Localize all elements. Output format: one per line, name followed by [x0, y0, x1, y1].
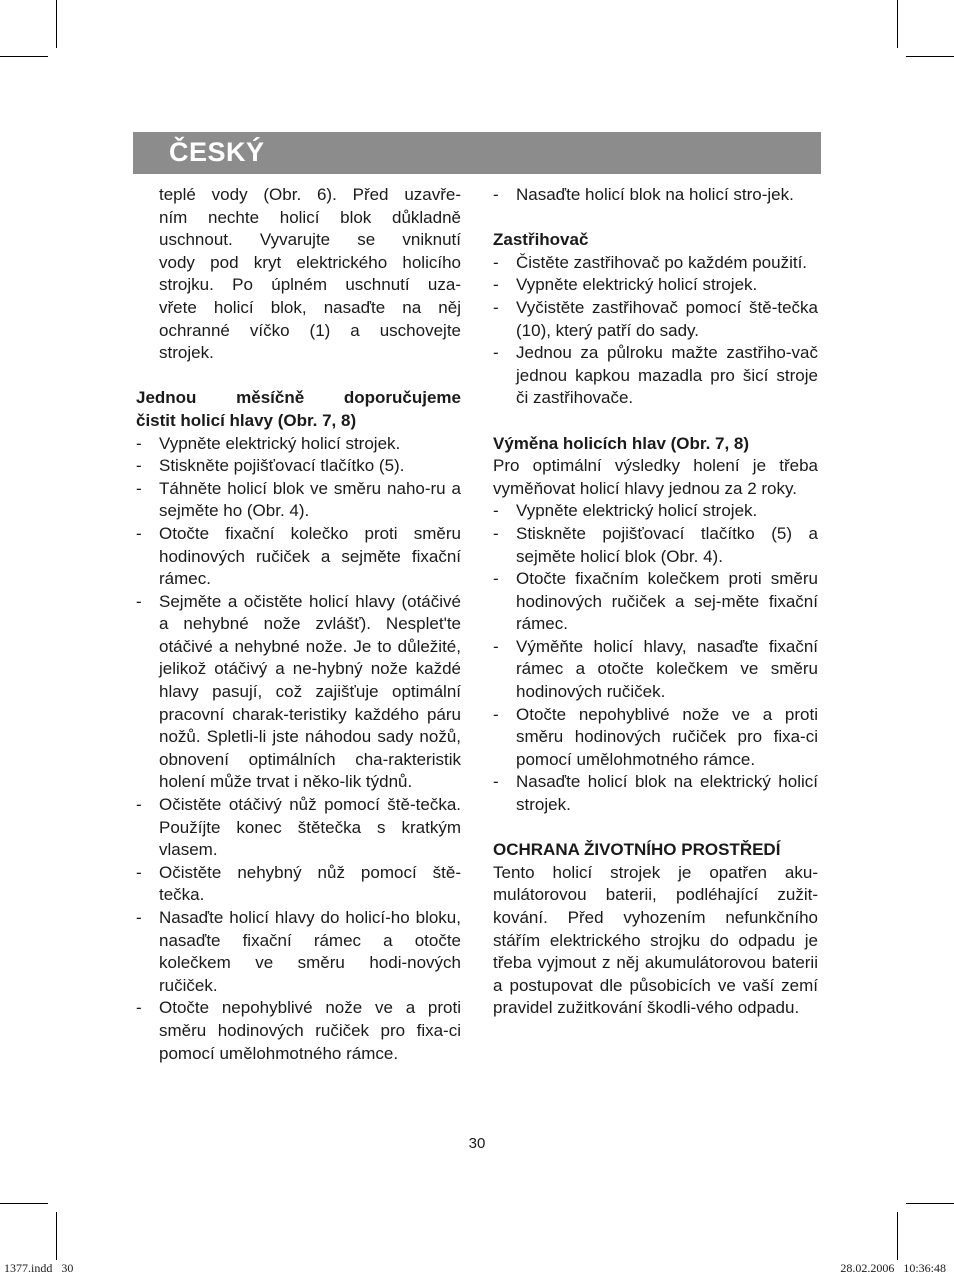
spacer: [493, 410, 818, 433]
list-item: - Stiskněte pojišťovací tlačítko (5).: [136, 455, 461, 478]
list-item: - Vyčistěte zastřihovač pomocí ště-tečka (10), který patří do sady.: [493, 297, 818, 342]
section-heading: Jednou měsíčně doporučujeme: [136, 388, 461, 408]
top-steps-list: [493, 184, 818, 207]
intro-line: ním nechte holicí blok důkladně: [159, 207, 461, 227]
page-title: ČESKÝ: [169, 137, 265, 167]
list-item: - Čistěte zastřihovač po každém použití.: [493, 252, 818, 275]
list-item: - Vypněte elektrický holicí strojek.: [136, 433, 461, 456]
section-heading: čistit holicí hlavy (Obr. 7, 8): [136, 410, 357, 430]
list-item: - Nasaďte holicí blok na holicí stro-jek.: [493, 184, 818, 207]
intro-paragraph: [136, 184, 461, 365]
monthly-steps-list: [136, 433, 461, 1066]
list-item: - Výměňte holicí hlavy, nasaďte fixační rámec a otočte kolečkem ve směru hodinových ručiček.: [493, 636, 818, 704]
intro-line: vřete holicí blok, nasaďte na něj: [159, 297, 461, 317]
list-item: - Táhněte holicí blok ve směru naho-ru a sejměte ho (Obr. 4).: [136, 478, 461, 523]
paragraph: Pro optimální výsledky holení je třeba vyměňovat holicí hlavy jednou za 2 roky.: [493, 456, 818, 498]
section-heading: OCHRANA ŽIVOTNÍHO PROSTŘEDÍ: [493, 840, 781, 860]
crop-mark: [56, 0, 57, 48]
paragraph: Tento holicí strojek je opatřen aku-mulátorovou baterii, podléhající zužit-kování. Před vyhozením nefunkčního stářím elektrického strojku do odpadu je třeba vyjmout z něj akumulátorovou baterii a postupovat dle působicích ve vaší zemí pravidel zužitkování škodli-vého odpadu.: [493, 862, 818, 1018]
crop-mark: [56, 1212, 57, 1260]
crop-mark: [0, 1203, 48, 1204]
list-item: - Otočte fixační kolečko proti směru hodinových ručiček a sejměte fixační rámec.: [136, 523, 461, 591]
right-column: [493, 184, 818, 1020]
crop-mark: [897, 0, 898, 48]
crop-mark: [906, 56, 954, 57]
crop-mark: [897, 1212, 898, 1260]
intro-line: ochranné víčko (1) a uschovejte: [159, 320, 461, 340]
intro-line: strojek.: [159, 343, 214, 363]
spacer: [493, 817, 818, 840]
list-item: - Očistěte otáčivý nůž pomocí ště-tečka. Použíjte konec štětečka s kratkým vlasem.: [136, 794, 461, 862]
intro-line: uschnout. Vyvarujte se vniknutí: [159, 230, 461, 250]
left-column: [136, 184, 461, 1065]
list-item: - Stiskněte pojišťovací tlačítko (5) a sejměte holicí blok (Obr. 4).: [493, 523, 818, 568]
list-item: - Nasaďte holicí hlavy do holicí-ho bloku, nasaďte fixační rámec a otočte kolečkem ve směru hodi-nových ručiček.: [136, 907, 461, 997]
intro-line: strojku. Po úplném uschnutí uza-: [159, 275, 461, 295]
footer-timestamp: 28.02.2006 10:36:48: [840, 1261, 946, 1275]
crop-mark: [0, 56, 48, 57]
list-item: - Otočte fixačním kolečkem proti směru hodinových ručiček a sej-měte fixační rámec.: [493, 568, 818, 636]
spacer: [136, 365, 461, 388]
list-item: - Otočte nepohyblivé nože ve a proti směru hodinových ručiček pro fixa-ci pomocí umělohmotného rámce.: [136, 997, 461, 1065]
section-heading: Zastřihovač: [493, 230, 589, 250]
replace-steps-list: [493, 500, 818, 816]
language-header-bar: [133, 132, 821, 174]
spacer: [493, 207, 818, 230]
list-item: - Jednou za půlroku mažte zastřiho-vač jednou kapkou mazadla pro šicí stroje či zastřihovače.: [493, 342, 818, 410]
list-item: - Vypněte elektrický holicí strojek.: [493, 274, 818, 297]
intro-line: teplé vody (Obr. 6). Před uzavře-: [159, 185, 461, 204]
intro-line: vody pod kryt elektrického holicího: [159, 252, 461, 272]
list-item: - Sejměte a očistěte holicí hlavy (otáčivé a nehybné nože zvlášť). Nesplet'te otáčivé a nehybné nože. Je to důležité, jelikož otáčivý a ne-hybný nože každé hlavy pasují, což zajišťuje optimální pracovní charak-teristiky každého páru nožů. Spletli-li jste náhodou sady nožů, obnovení optimálních cha-rakteristik holení může trvat i něko-lik týdnů.: [136, 591, 461, 794]
list-item: - Nasaďte holicí blok na elektrický holicí strojek.: [493, 771, 818, 816]
footer-file-name: 1377.indd 30: [4, 1261, 74, 1275]
crop-mark: [906, 1203, 954, 1204]
list-item: - Vypněte elektrický holicí strojek.: [493, 500, 818, 523]
list-item: - Otočte nepohyblivé nože ve a proti směru hodinových ručiček pro fixa-ci pomocí umělohmotného rámce.: [493, 704, 818, 772]
trimmer-steps-list: [493, 252, 818, 410]
list-item: - Očistěte nehybný nůž pomocí ště-tečka.: [136, 862, 461, 907]
section-heading: Výměna holicích hlav (Obr. 7, 8): [493, 433, 750, 453]
page-number: 30: [468, 1135, 486, 1152]
